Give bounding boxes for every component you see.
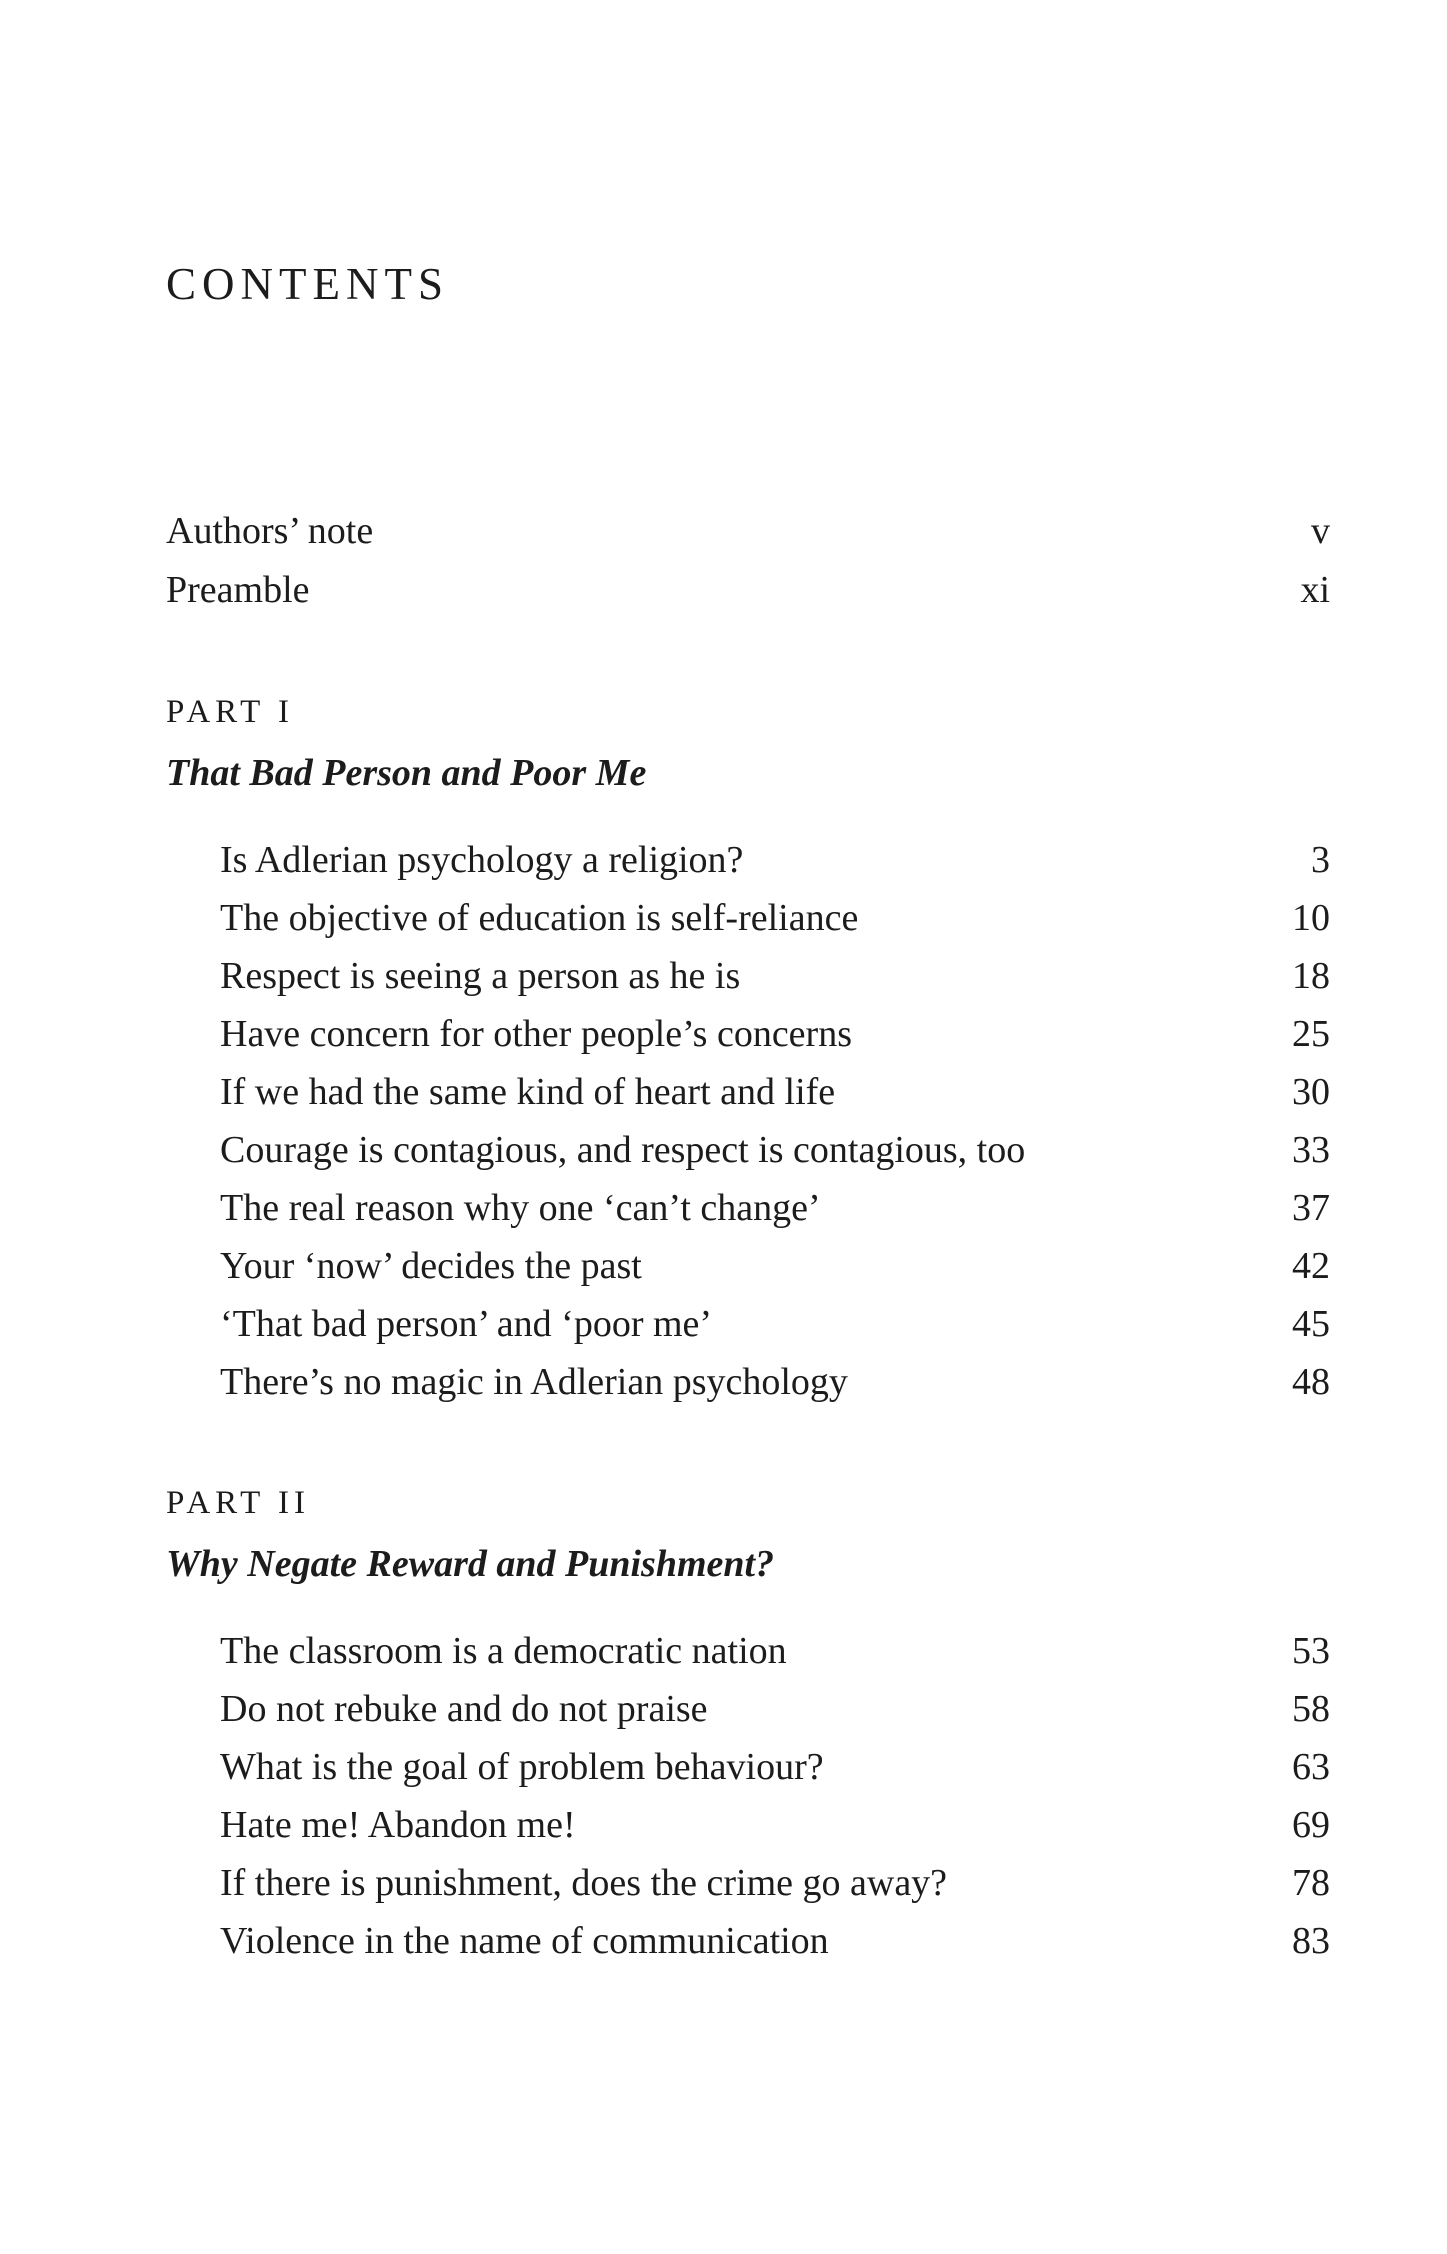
toc-row[interactable] [0, 1738, 1447, 1796]
toc-page-number: 78 [1292, 1862, 1330, 1904]
toc-entry-label: Respect is seeing a person as he is [220, 955, 741, 997]
toc-row[interactable] [0, 947, 1447, 1005]
toc-page-number: v [1311, 510, 1330, 552]
toc-entry-label: If there is punishment, does the crime go away? [220, 1862, 948, 1904]
toc-page-number: 58 [1292, 1688, 1330, 1730]
toc-entry-label: Do not rebuke and do not praise [220, 1688, 708, 1730]
toc-page-number: 53 [1292, 1630, 1330, 1672]
toc-row[interactable] [0, 1680, 1447, 1738]
toc-row[interactable] [0, 1005, 1447, 1063]
toc-page-number: 45 [1292, 1303, 1330, 1345]
toc-row[interactable] [0, 1353, 1447, 1411]
toc-page-number: 25 [1292, 1013, 1330, 1055]
toc-entry-label: Violence in the name of communication [220, 1920, 829, 1962]
toc-entry-label: The objective of education is self-reliance [220, 897, 859, 939]
toc-page-number: 37 [1292, 1187, 1330, 1229]
toc-row-preamble[interactable] [0, 561, 1447, 619]
toc-entry-label: The real reason why one ‘can’t change’ [220, 1187, 821, 1229]
toc-page-number: 18 [1292, 955, 1330, 997]
part-heading: PART II [166, 1485, 310, 1521]
toc-page-number: 42 [1292, 1245, 1330, 1287]
toc-entry-label: Courage is contagious, and respect is contagious, too [220, 1129, 1026, 1171]
toc-entry-label: Hate me! Abandon me! [220, 1804, 576, 1846]
toc-row-authors-note[interactable] [0, 502, 1447, 560]
toc-page-number: 63 [1292, 1746, 1330, 1788]
toc-entry-label: Is Adlerian psychology a religion? [220, 839, 744, 881]
part-heading: PART I [166, 694, 294, 730]
toc-row[interactable] [0, 1912, 1447, 1970]
toc-entry-label: ‘That bad person’ and ‘poor me’ [220, 1303, 713, 1345]
toc-page-number: 3 [1311, 839, 1330, 881]
toc-row[interactable] [0, 1237, 1447, 1295]
page-title: CONTENTS [166, 259, 449, 309]
toc-row[interactable] [0, 889, 1447, 947]
toc-entry-label: Your ‘now’ decides the past [220, 1245, 642, 1287]
part-subtitle: Why Negate Reward and Punishment? [166, 1543, 775, 1585]
toc-row[interactable] [0, 1622, 1447, 1680]
toc-entry-label: There’s no magic in Adlerian psychology [220, 1361, 848, 1403]
toc-row[interactable] [0, 831, 1447, 889]
toc-entry-label: Preamble [166, 569, 310, 611]
toc-page-number: 33 [1292, 1129, 1330, 1171]
toc-entry-label: Authors’ note [166, 510, 374, 552]
toc-row[interactable] [0, 1121, 1447, 1179]
toc-entry-label: If we had the same kind of heart and life [220, 1071, 836, 1113]
toc-page-number: 48 [1292, 1361, 1330, 1403]
toc-page-number: 10 [1292, 897, 1330, 939]
toc-page-number: xi [1300, 569, 1330, 611]
toc-page-number: 69 [1292, 1804, 1330, 1846]
toc-entry-label: Have concern for other people’s concerns [220, 1013, 852, 1055]
toc-row[interactable] [0, 1295, 1447, 1353]
toc-row[interactable] [0, 1063, 1447, 1121]
toc-entry-label: What is the goal of problem behaviour? [220, 1746, 824, 1788]
toc-entry-label: The classroom is a democratic nation [220, 1630, 787, 1672]
toc-page-number: 83 [1292, 1920, 1330, 1962]
toc-row[interactable] [0, 1179, 1447, 1237]
toc-row[interactable] [0, 1796, 1447, 1854]
toc-row[interactable] [0, 1854, 1447, 1912]
toc-page-number: 30 [1292, 1071, 1330, 1113]
part-subtitle: That Bad Person and Poor Me [166, 752, 647, 794]
